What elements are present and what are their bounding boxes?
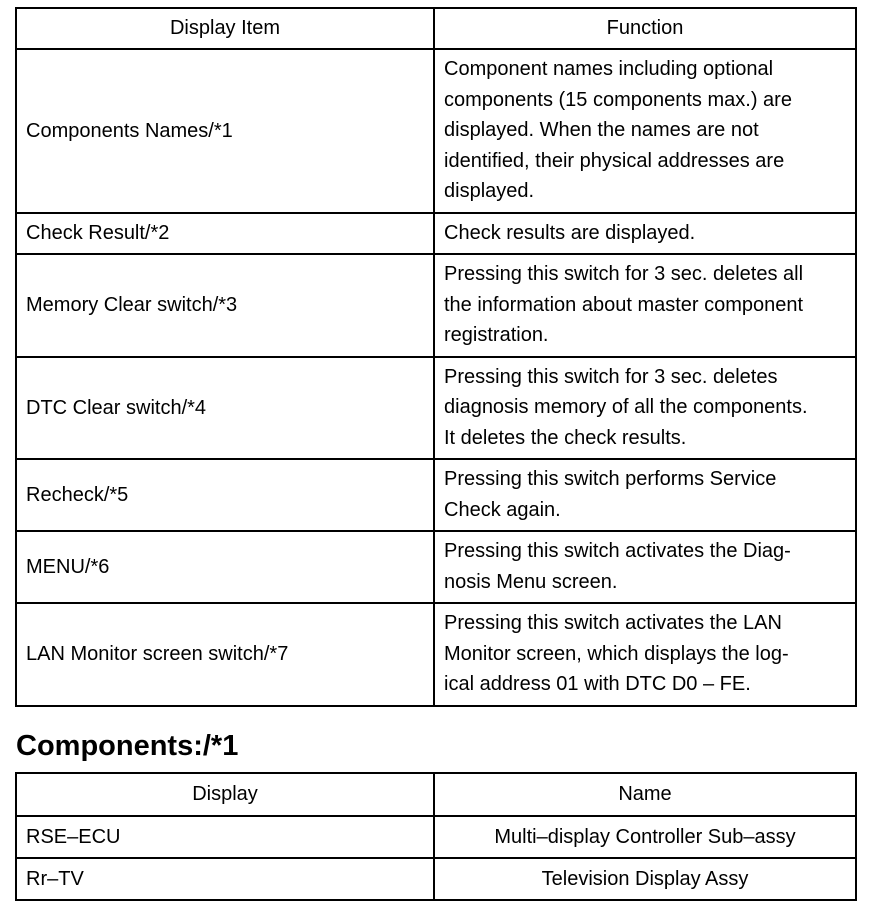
function-line: diagnosis memory of all the components. [444, 396, 808, 418]
display-item-cell: MENU/*6 [16, 531, 434, 603]
component-name-cell: Multi–display Controller Sub–assy [434, 816, 856, 858]
function-cell [434, 357, 856, 460]
function-line: Check again. [444, 498, 561, 521]
function-cell [434, 213, 856, 255]
function-line: ical address 01 with DTC D0 – FE. [444, 673, 751, 695]
function-cell [434, 459, 856, 531]
table-row [16, 357, 856, 460]
function-line: Pressing this switch activates the Diag- [444, 540, 791, 562]
function-cell [434, 603, 856, 706]
header-function: Function [434, 8, 856, 49]
function-line: Pressing this switch activates the LAN [444, 612, 782, 634]
function-cell [434, 49, 856, 213]
function-line: Monitor screen, which displays the log- [444, 642, 789, 665]
header-name: Name [434, 773, 856, 816]
table-header-row [16, 773, 856, 816]
display-item-cell: LAN Monitor screen switch/*7 [16, 603, 434, 706]
table-header-row [16, 8, 856, 49]
table-row [16, 254, 856, 357]
function-line: the information about master component [444, 293, 804, 316]
display-item-cell: Memory Clear switch/*3 [16, 254, 434, 357]
table-row [16, 459, 856, 531]
function-line: registration. [444, 324, 549, 346]
table-row [16, 816, 856, 858]
function-line: nosis Menu screen. [444, 570, 618, 593]
function-line: It deletes the check results. [444, 426, 687, 449]
table-row [16, 531, 856, 603]
display-item-cell: Recheck/*5 [16, 459, 434, 531]
table-row [16, 213, 856, 255]
function-line: identified, their physical addresses are [444, 149, 785, 172]
display-item-table [15, 7, 857, 707]
function-line: Component names including optional [444, 58, 774, 80]
table-row [16, 603, 856, 706]
components-table [15, 772, 857, 901]
header-display-item: Display Item [16, 8, 434, 49]
display-item-cell: Check Result/*2 [16, 213, 434, 255]
component-name-cell: Television Display Assy [434, 858, 856, 900]
function-line: displayed. [444, 180, 535, 202]
function-line: Pressing this switch for 3 sec. deletes [444, 365, 778, 388]
function-line: Pressing this switch for 3 sec. deletes all [444, 263, 804, 285]
component-display-cell: Rr–TV [16, 858, 434, 900]
function-line: components (15 components max.) are [444, 88, 792, 111]
function-line: Pressing this switch performs Service [444, 468, 777, 490]
function-cell [434, 531, 856, 603]
header-display: Display [16, 773, 434, 816]
function-cell [434, 254, 856, 357]
function-line: displayed. When the names are not [444, 119, 759, 141]
table-row [16, 49, 856, 213]
display-item-cell: Components Names/*1 [16, 49, 434, 213]
function-line: Check results are displayed. [444, 221, 696, 244]
table-row [16, 858, 856, 900]
display-item-cell: DTC Clear switch/*4 [16, 357, 434, 460]
components-heading: Components:/*1 [16, 730, 239, 762]
component-display-cell: RSE–ECU [16, 816, 434, 858]
